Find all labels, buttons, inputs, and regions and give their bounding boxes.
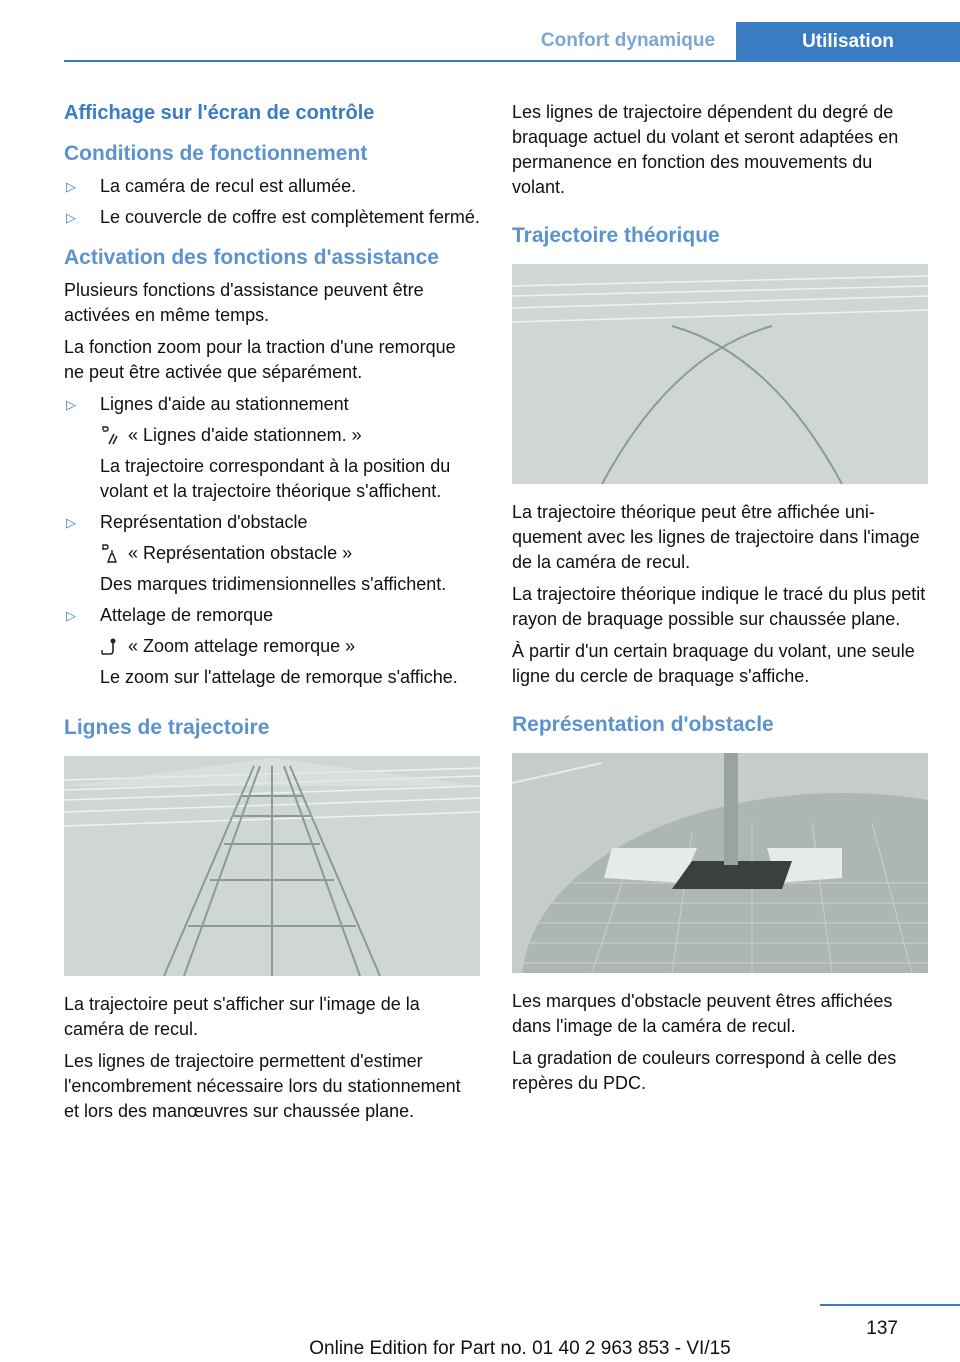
list-item-label: Attelage de remorque: [100, 605, 274, 625]
list-item: [64, 205, 480, 230]
paragraph: Les lignes de trajectoire permettent d'estimer l'encombrement nécessaire lors du stationnement et lors des manœuvres sur chaussée plane.: [64, 1051, 461, 1121]
list-item: [64, 174, 480, 199]
paragraph: Plusieurs fonctions d'assistance peuvent être activées en même temps.: [64, 280, 424, 325]
theoretical-trajectory-heading: Trajectoire théorique: [512, 224, 720, 247]
left-column: [64, 100, 480, 1131]
list-item-label: Lignes d'aide au stationnement: [100, 394, 349, 414]
triangle-bullet-icon: ▷: [66, 210, 76, 225]
header-section-tab[interactable]: Confort dynamique: [540, 30, 716, 51]
trailer-hitch-icon: [100, 637, 118, 657]
list-item-description: La trajectoire correspondant à la position du volant et la trajectoire théorique s'affichent.: [100, 456, 451, 501]
list-item-text: Le couvercle de coffre est complètement fermé.: [100, 207, 480, 227]
obstacle-icon: [100, 544, 118, 564]
menu-item-label: « Zoom attelage remorque »: [128, 636, 356, 656]
paragraph: Les marques d'obstacle peuvent êtres affichées dans l'image de la caméra de recul.: [512, 991, 893, 1036]
page-number: 137: [866, 1318, 898, 1339]
header-rule: [64, 60, 960, 62]
list-item-description: Des marques tridimensionnelles s'affichent.: [100, 574, 447, 594]
parking-lines-icon: [100, 426, 118, 446]
footer-edition: Online Edition for Part no. 01 40 2 963 853 - VI/15: [309, 1338, 731, 1359]
triangle-bullet-icon: ▷: [66, 515, 76, 530]
list-item-description: Le zoom sur l'attelage de remorque s'affiche.: [100, 667, 458, 687]
list-item-text: La caméra de recul est allumée.: [100, 176, 357, 196]
right-column: [512, 100, 928, 1103]
trajectory-lines-image: [64, 756, 480, 976]
paragraph: La gradation de couleurs correspond à celle des repères du PDC.: [512, 1048, 897, 1093]
trajectory-heading: Lignes de trajectoire: [64, 716, 270, 739]
theoretical-trajectory-image: [512, 264, 928, 484]
paragraph: La trajectoire peut s'afficher sur l'image de la caméra de recul.: [64, 994, 420, 1039]
page-title: Affichage sur l'écran de contrôle: [64, 102, 375, 124]
obstacle-heading: Représentation d'obstacle: [512, 713, 774, 736]
header-active-tab[interactable]: Utilisation: [736, 22, 960, 62]
paragraph: La trajectoire théorique peut être affichée uniquement avec les lignes de trajectoire dans l'image de la caméra de recul.: [512, 502, 920, 572]
list-item: [64, 603, 480, 690]
paragraph: La fonction zoom pour la traction d'une remorque ne peut être activée que séparément.: [64, 337, 456, 382]
menu-item-label: « Représentation obstacle »: [128, 543, 353, 563]
list-item: [64, 510, 480, 597]
conditions-heading: Conditions de fonctionnement: [64, 142, 368, 165]
list-item: [64, 392, 480, 504]
menu-item-label: « Lignes d'aide stationnem. »: [128, 425, 362, 445]
paragraph: À partir d'un certain braquage du volant, une seule ligne du cercle de braquage s'affiche.: [512, 641, 915, 686]
paragraph: La trajectoire théorique indique le tracé du plus petit rayon de braquage possible sur chaussée plane.: [512, 584, 926, 629]
paragraph: Les lignes de trajectoire dépendent du degré de braquage actuel du volant et seront adaptées en permanence en fonction des mouvements du volant.: [512, 102, 899, 197]
list-item-label: Représentation d'obstacle: [100, 512, 308, 532]
footer-rule: [820, 1304, 960, 1306]
triangle-bullet-icon: ▷: [66, 397, 76, 412]
obstacle-image: [512, 753, 928, 973]
activation-heading: Activation des fonctions d'assistance: [64, 246, 439, 269]
triangle-bullet-icon: ▷: [66, 608, 76, 623]
triangle-bullet-icon: ▷: [66, 179, 76, 194]
